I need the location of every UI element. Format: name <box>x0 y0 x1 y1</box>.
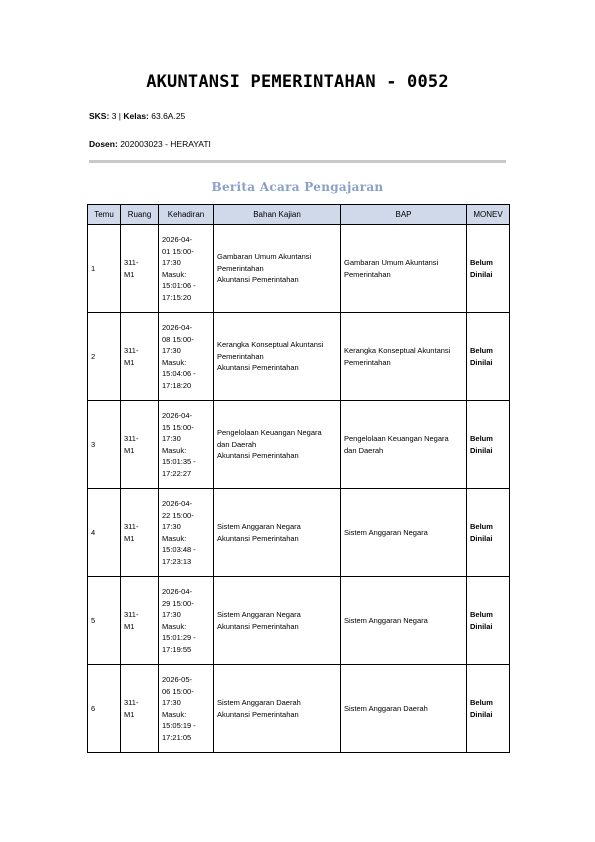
bahan-kajian-line: Pengelolaan Keuangan Negara <box>217 428 322 438</box>
monev-line: Dinilai <box>470 709 493 719</box>
dosen-value: 202003023 - HERAYATI <box>120 139 211 149</box>
bahan-kajian-line: Akuntansi Pemerintahan <box>217 621 299 631</box>
kehadiran-line: 17:15:20 <box>162 292 192 302</box>
bap-table <box>87 204 510 753</box>
ruang-line: 311- <box>124 346 139 355</box>
ruang-line: 311- <box>124 698 139 707</box>
kelas-label: Kelas: <box>123 111 149 121</box>
kehadiran-line: Masuk: <box>162 269 187 279</box>
cell-ruang <box>121 577 159 665</box>
kehadiran-line: 17:30 <box>162 522 181 531</box>
bap-line: dan Daerah <box>344 445 384 455</box>
course-meta-dosen <box>89 139 211 149</box>
ruang-line: M1 <box>124 709 135 719</box>
bap-line: Gambaran Umum Akuntansi <box>344 258 439 267</box>
kehadiran-line: 2026-04- <box>162 323 193 332</box>
cell-temu: 3 <box>88 401 121 489</box>
kehadiran-line: 17:30 <box>162 610 181 619</box>
table-row <box>88 401 510 489</box>
kehadiran-line: 29 15:00- <box>162 598 194 608</box>
monev-line: Belum <box>470 434 493 443</box>
bap-line: Kerangka Konseptual Akuntansi <box>344 346 451 355</box>
bahan-kajian-line: Gambaran Umum Akuntansi <box>217 252 312 262</box>
cell-bahan-kajian <box>214 489 341 577</box>
bahan-kajian-line: Kerangka Konseptual Akuntansi <box>217 340 324 350</box>
table-row <box>88 577 510 665</box>
kehadiran-line: 08 15:00- <box>162 334 194 344</box>
cell-ruang <box>121 665 159 753</box>
cell-bahan-kajian <box>214 313 341 401</box>
kehadiran-line: 17:23:13 <box>162 556 192 566</box>
cell-bahan-kajian <box>214 577 341 665</box>
kehadiran-line: 17:30 <box>162 698 181 707</box>
kehadiran-line: 2026-04- <box>162 411 193 420</box>
kehadiran-line: 15:01:06 - <box>162 281 196 290</box>
dosen-label: Dosen: <box>89 139 118 149</box>
bahan-kajian-line: Akuntansi Pemerintahan <box>217 709 299 719</box>
sks-value: 3 <box>111 111 117 121</box>
kelas-value: 63.6A.25 <box>151 111 186 121</box>
bahan-kajian-line: Pemerintahan <box>217 263 264 273</box>
cell-kehadiran <box>159 313 214 401</box>
kehadiran-line: 17:18:20 <box>162 380 192 390</box>
cell-kehadiran <box>159 401 214 489</box>
cell-temu: 1 <box>88 225 121 313</box>
header-bap: BAP <box>341 205 467 225</box>
course-meta-sks-kelas: SKS: 3 | Kelas: 63.6A.25 <box>89 111 186 121</box>
kehadiran-line: 15:04:06 - <box>162 369 196 378</box>
cell-bahan-kajian <box>214 401 341 489</box>
bap-line: Sistem Anggaran Negara <box>344 615 428 625</box>
kehadiran-line: 17:30 <box>162 346 181 355</box>
header-kehadiran: Kehadiran <box>159 205 214 225</box>
bap-line: Pengelolaan Keuangan Negara <box>344 434 449 443</box>
kehadiran-line: 2026-05- <box>162 675 193 684</box>
bap-line: Pemerintahan <box>344 269 391 279</box>
kehadiran-line: 15 15:00- <box>162 422 194 432</box>
ruang-line: M1 <box>124 533 135 543</box>
cell-temu: 6 <box>88 665 121 753</box>
bahan-kajian-line: Akuntansi Pemerintahan <box>217 533 299 543</box>
header-bahan-kajian: Bahan Kajian <box>214 205 341 225</box>
cell-ruang <box>121 401 159 489</box>
monev-line: Dinilai <box>470 269 493 279</box>
cell-temu: 4 <box>88 489 121 577</box>
cell-ruang <box>121 489 159 577</box>
table-row <box>88 489 510 577</box>
bahan-kajian-line: Sistem Anggaran Negara <box>217 610 301 619</box>
kehadiran-line: 2026-04- <box>162 235 193 244</box>
kehadiran-line: 06 15:00- <box>162 686 194 696</box>
cell-bahan-kajian <box>214 225 341 313</box>
cell-ruang <box>121 225 159 313</box>
header-temu: Temu <box>88 205 121 225</box>
table-header-row <box>88 205 510 225</box>
kehadiran-line: 15:01:29 - <box>162 633 196 642</box>
ruang-line: 311- <box>124 434 139 443</box>
cell-bap <box>341 577 467 665</box>
monev-line: Belum <box>470 522 493 531</box>
monev-line: Belum <box>470 698 493 707</box>
bahan-kajian-line: Akuntansi Pemerintahan <box>217 275 299 285</box>
bahan-kajian-line: Pemerintahan <box>217 351 264 361</box>
kehadiran-line: 17:22:27 <box>162 468 192 478</box>
ruang-line: 311- <box>124 522 139 531</box>
monev-line: Belum <box>470 610 493 619</box>
header-monev: MONEV <box>467 205 510 225</box>
kehadiran-line: Masuk: <box>162 357 187 367</box>
kehadiran-line: Masuk: <box>162 533 187 543</box>
ruang-line: M1 <box>124 357 135 367</box>
cell-ruang <box>121 313 159 401</box>
course-title: AKUNTANSI PEMERINTAHAN - 0052 <box>146 72 449 92</box>
cell-kehadiran <box>159 489 214 577</box>
cell-bahan-kajian <box>214 665 341 753</box>
bap-line: Sistem Anggaran Negara <box>344 527 428 537</box>
cell-monev <box>467 665 510 753</box>
cell-temu: 2 <box>88 313 121 401</box>
kehadiran-line: 17:30 <box>162 434 181 443</box>
bahan-kajian-line: dan Daerah <box>217 439 257 449</box>
sks-label: SKS: <box>89 111 110 121</box>
kehadiran-line: 2026-04- <box>162 499 193 508</box>
cell-kehadiran <box>159 665 214 753</box>
kehadiran-line: 15:03:48 - <box>162 545 196 554</box>
cell-kehadiran <box>159 577 214 665</box>
kehadiran-line: 01 15:00- <box>162 246 194 256</box>
table-row <box>88 665 510 753</box>
cell-monev <box>467 577 510 665</box>
table-row <box>88 225 510 313</box>
divider <box>89 160 506 163</box>
ruang-line: M1 <box>124 621 135 631</box>
bahan-kajian-line: Akuntansi Pemerintahan <box>217 363 299 373</box>
monev-line: Dinilai <box>470 533 493 543</box>
cell-bap <box>341 225 467 313</box>
section-title: Berita Acara Pengajaran <box>211 180 384 194</box>
kehadiran-line: Masuk: <box>162 445 187 455</box>
monev-line: Belum <box>470 346 493 355</box>
kehadiran-line: 22 15:00- <box>162 510 194 520</box>
monev-line: Dinilai <box>470 445 493 455</box>
bap-line: Pemerintahan <box>344 357 391 367</box>
ruang-line: 311- <box>124 258 139 267</box>
monev-line: Dinilai <box>470 357 493 367</box>
header-ruang: Ruang <box>121 205 159 225</box>
kehadiran-line: 15:01:35 - <box>162 457 196 466</box>
bap-line: Sistem Anggaran Daerah <box>344 703 428 713</box>
bahan-kajian-line: Sistem Anggaran Daerah <box>217 698 301 707</box>
kehadiran-line: 17:30 <box>162 258 181 267</box>
cell-bap <box>341 665 467 753</box>
kehadiran-line: Masuk: <box>162 621 187 631</box>
kehadiran-line: 15:05:19 - <box>162 721 196 730</box>
ruang-line: M1 <box>124 269 135 279</box>
bahan-kajian-line: Akuntansi Pemerintahan <box>217 451 299 461</box>
cell-bap <box>341 489 467 577</box>
ruang-line: M1 <box>124 445 135 455</box>
cell-kehadiran <box>159 225 214 313</box>
kehadiran-line: 17:19:55 <box>162 644 192 654</box>
kehadiran-line: 17:21:05 <box>162 732 192 742</box>
cell-monev <box>467 225 510 313</box>
cell-bap <box>341 313 467 401</box>
ruang-line: 311- <box>124 610 139 619</box>
table-row <box>88 313 510 401</box>
cell-monev <box>467 489 510 577</box>
bahan-kajian-line: Sistem Anggaran Negara <box>217 522 301 531</box>
monev-line: Belum <box>470 258 493 267</box>
cell-temu: 5 <box>88 577 121 665</box>
cell-monev <box>467 313 510 401</box>
monev-line: Dinilai <box>470 621 493 631</box>
kehadiran-line: Masuk: <box>162 709 187 719</box>
cell-bap <box>341 401 467 489</box>
kehadiran-line: 2026-04- <box>162 587 193 596</box>
cell-monev <box>467 401 510 489</box>
